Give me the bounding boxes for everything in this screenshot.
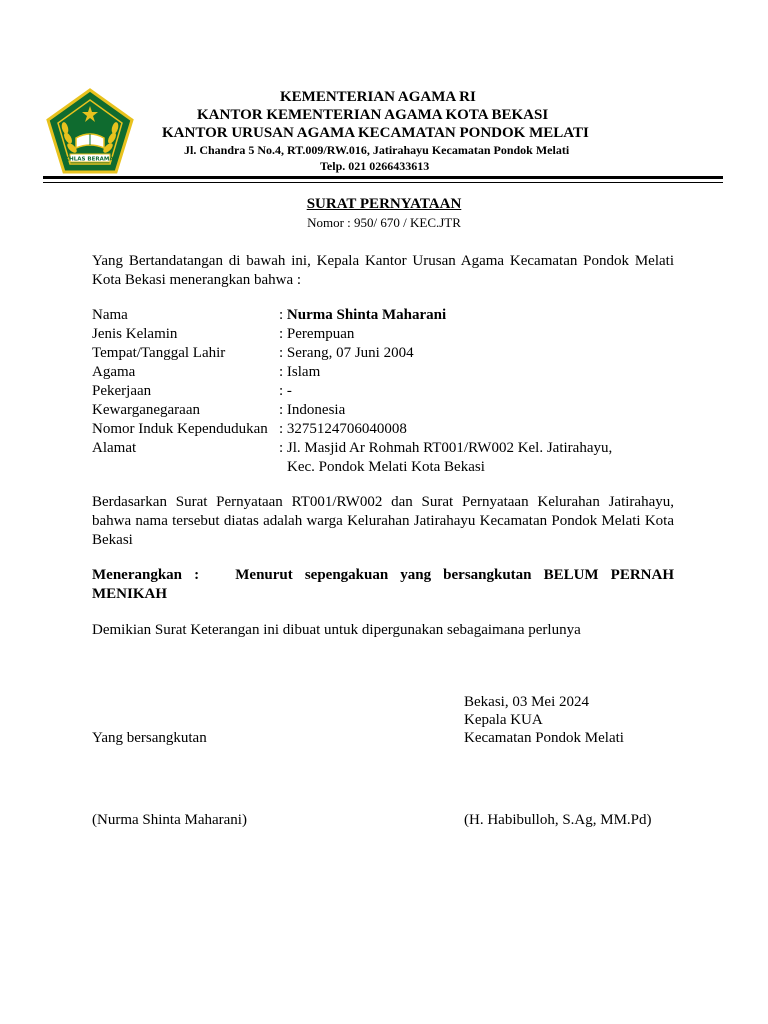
field-value: : -: [279, 383, 292, 399]
field-value: : Islam: [279, 364, 321, 380]
header-ministry: KEMENTERIAN AGAMA RI: [280, 89, 476, 105]
field-label: Nomor Induk Kependudukan: [92, 421, 268, 437]
field-value: : 3275124706040008: [279, 421, 407, 437]
intro-paragraph: Yang Bertandatangan di bawah ini, Kepala Kantor Urusan Agama Kecamatan Pondok Melati Kota Bekasi menerangkan bahwa :: [92, 253, 674, 288]
closing-paragraph: Demikian Surat Keterangan ini dibuat untuk dipergunakan sebagaimana perlunya: [92, 622, 581, 638]
signature-right-name: (H. Habibulloh, S.Ag, MM.Pd): [464, 812, 652, 828]
field-value: : Jl. Masjid Ar Rohmah RT001/RW002 Kel. Jatirahayu,: [279, 440, 613, 456]
field-label: Jenis Kelamin: [92, 326, 178, 342]
signature-left-label: Yang bersangkutan: [92, 730, 207, 746]
header-divider-thin: [43, 182, 723, 183]
signature-place-date: Bekasi, 03 Mei 2024: [464, 694, 589, 710]
document-number: Nomor : 950/ 670 / KEC.JTR: [307, 215, 461, 230]
header-divider-thick: [43, 176, 723, 179]
kemenag-logo: [46, 88, 134, 174]
logo-motto: IKHLAS BERAMAL: [62, 156, 118, 163]
document-title: SURAT PERNYATAAN: [306, 196, 462, 212]
header-district-office: KANTOR URUSAN AGAMA KECAMATAN PONDOK MELATI: [162, 125, 589, 141]
field-label: Pekerjaan: [92, 383, 152, 399]
header-phone: Telp. 021 0266433613: [320, 159, 430, 173]
field-value: : Nurma Shinta Maharani: [279, 307, 447, 323]
signature-position-1: Kepala KUA: [464, 712, 543, 728]
field-label: Kewarganegaraan: [92, 402, 200, 418]
field-value: : Indonesia: [279, 402, 346, 418]
signature-position-2: Kecamatan Pondok Melati: [464, 730, 624, 746]
signature-left-name: (Nurma Shinta Maharani): [92, 812, 247, 828]
field-value: : Perempuan: [279, 326, 355, 342]
basis-paragraph: Berdasarkan Surat Pernyataan RT001/RW002 dan Surat Pernyataan Kelurahan Jatirahayu, bahwa nama tersebut diatas adalah warga Kelurahan Jatirahayu Kecamatan Pondok Melati Kota Bekasi: [92, 494, 674, 548]
person-name: Nurma Shinta Maharani: [286, 307, 447, 323]
field-label: Alamat: [92, 440, 137, 456]
statement-paragraph: Menerangkan : Menurut sepengakuan yang bersangkutan BELUM PERNAH MENIKAH: [92, 567, 678, 602]
field-label: Tempat/Tanggal Lahir: [92, 345, 226, 361]
field-value: Kec. Pondok Melati Kota Bekasi: [287, 459, 485, 475]
field-value: : Serang, 07 Juni 2004: [279, 345, 414, 361]
header-city-office: KANTOR KEMENTERIAN AGAMA KOTA BEKASI: [197, 107, 549, 123]
field-label: Nama: [92, 307, 128, 323]
header-address: Jl. Chandra 5 No.4, RT.009/RW.016, Jatirahayu Kecamatan Pondok Melati: [184, 143, 570, 157]
field-label: Agama: [92, 364, 136, 380]
